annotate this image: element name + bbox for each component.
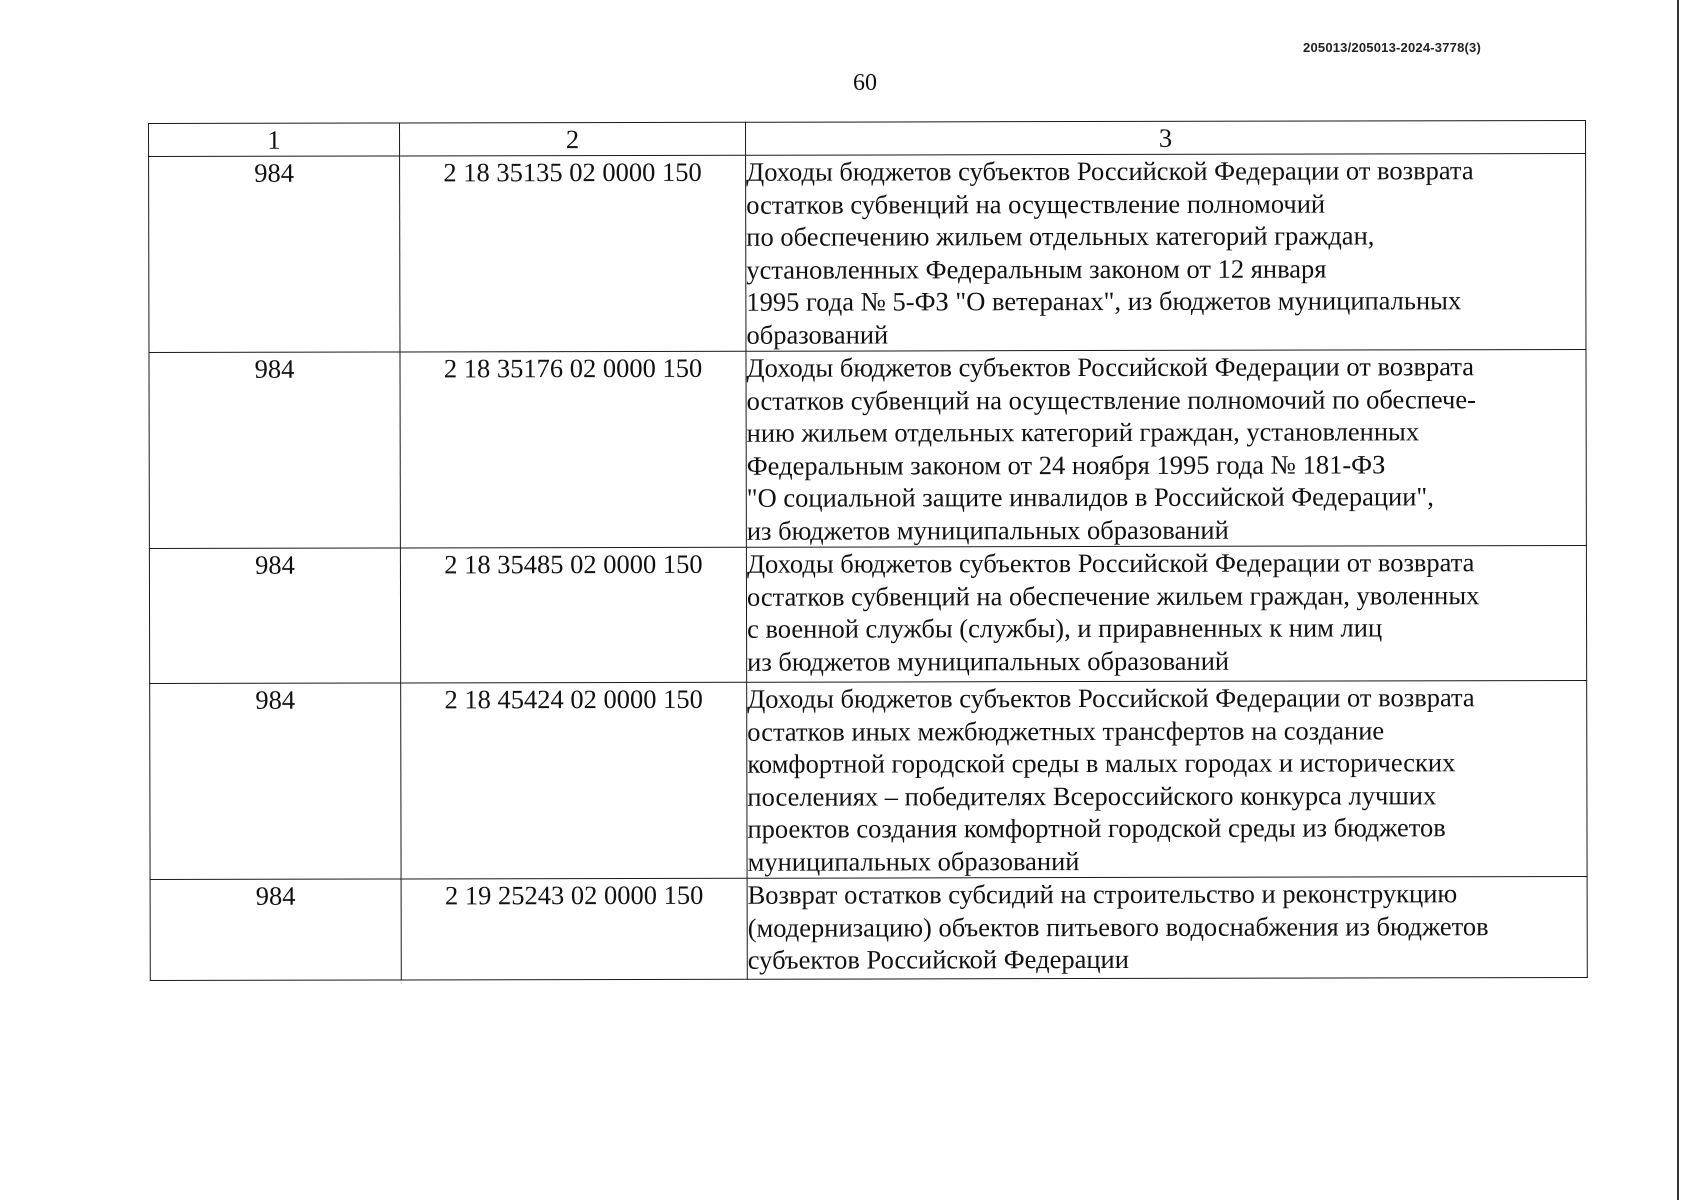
admin-code-cell: 984 bbox=[150, 683, 401, 880]
description-line: по обеспечению жильем отдельных категорий граждан, bbox=[746, 220, 1375, 252]
table-row bbox=[149, 153, 1586, 352]
budget-codes-table bbox=[148, 120, 1588, 981]
column-header: 1 bbox=[149, 123, 400, 157]
description-line: комфортной городской среды в малых городах и исторических bbox=[747, 747, 1456, 779]
income-code-cell: 2 19 25243 02 0000 150 bbox=[401, 878, 747, 980]
description-line: Федеральным законом от 24 ноября 1995 года № 181-ФЗ bbox=[746, 448, 1386, 481]
table-row bbox=[149, 349, 1586, 548]
description-line: "О социальной защите инвалидов в Российской Федерации", bbox=[746, 481, 1434, 513]
description-line: проектов создания комфортной городской среды из бюджетов bbox=[747, 812, 1446, 844]
scan-edge-line bbox=[1677, 0, 1679, 1200]
description-cell bbox=[747, 680, 1587, 878]
description-line: (модернизацию) объектов питьевого водоснабжения из бюджетов bbox=[747, 910, 1489, 943]
document-id: 205013/205013-2024-3778(3) bbox=[1303, 40, 1481, 55]
description-line: Доходы бюджетов субъектов Российской Федерации от возврата bbox=[747, 682, 1475, 714]
description-line: образований bbox=[746, 318, 889, 350]
admin-code-cell: 984 bbox=[149, 548, 400, 684]
description-line: Доходы бюджетов субъектов Российской Федерации от возврата bbox=[746, 547, 1475, 579]
description-line: Возврат остатков субсидий на строительство и реконструкцию bbox=[747, 878, 1458, 910]
description-line: остатков иных межбюджетных трансфертов на создание bbox=[747, 714, 1385, 747]
table-row bbox=[150, 876, 1587, 980]
income-code-cell: 2 18 35485 02 0000 150 bbox=[400, 547, 746, 683]
column-header: 3 bbox=[745, 120, 1585, 155]
description-line: Доходы бюджетов субъектов Российской Федерации от возврата bbox=[746, 351, 1475, 383]
admin-code-cell: 984 bbox=[149, 156, 400, 353]
column-header: 2 bbox=[400, 122, 746, 156]
description-cell bbox=[747, 876, 1587, 979]
description-line: остатков субвенций на обеспечение жильем граждан, уволенных bbox=[746, 579, 1480, 612]
description-line: установленных Федеральным законом от 12 января bbox=[746, 253, 1327, 285]
admin-code-cell: 984 bbox=[149, 352, 400, 549]
description-line: поселениях – победителях Всероссийского конкурса лучших bbox=[747, 779, 1437, 812]
description-line: из бюджетов муниципальных образований bbox=[747, 645, 1230, 677]
income-code-cell: 2 18 35176 02 0000 150 bbox=[400, 351, 746, 548]
description-cell bbox=[746, 349, 1586, 547]
income-code-cell: 2 18 35135 02 0000 150 bbox=[400, 155, 746, 352]
description-line: с военной службы (службы), и приравненных к ним лиц bbox=[747, 612, 1383, 644]
description-cell bbox=[746, 153, 1586, 351]
description-line: из бюджетов муниципальных образований bbox=[746, 514, 1229, 546]
page-number: 60 bbox=[853, 70, 877, 96]
table-row bbox=[150, 680, 1587, 879]
description-line: субъектов Российской Федерации bbox=[747, 943, 1129, 975]
table-header-row bbox=[149, 120, 1586, 156]
description-line: Доходы бюджетов субъектов Российской Федерации от возврата bbox=[746, 155, 1474, 187]
income-code-cell: 2 18 45424 02 0000 150 bbox=[401, 682, 747, 879]
description-line: нию жильем отдельных категорий граждан, установленных bbox=[746, 416, 1420, 448]
table-row bbox=[149, 545, 1586, 683]
description-cell bbox=[746, 545, 1586, 682]
description-line: муниципальных образований bbox=[747, 845, 1080, 877]
admin-code-cell: 984 bbox=[150, 879, 401, 981]
description-line: остатков субвенций на осуществление полномочий bbox=[746, 188, 1326, 220]
description-line: 1995 года № 5-ФЗ "О ветеранах", из бюджетов муниципальных bbox=[746, 285, 1462, 317]
description-line: остатков субвенций на осуществление полномочий по обеспече- bbox=[746, 383, 1476, 416]
